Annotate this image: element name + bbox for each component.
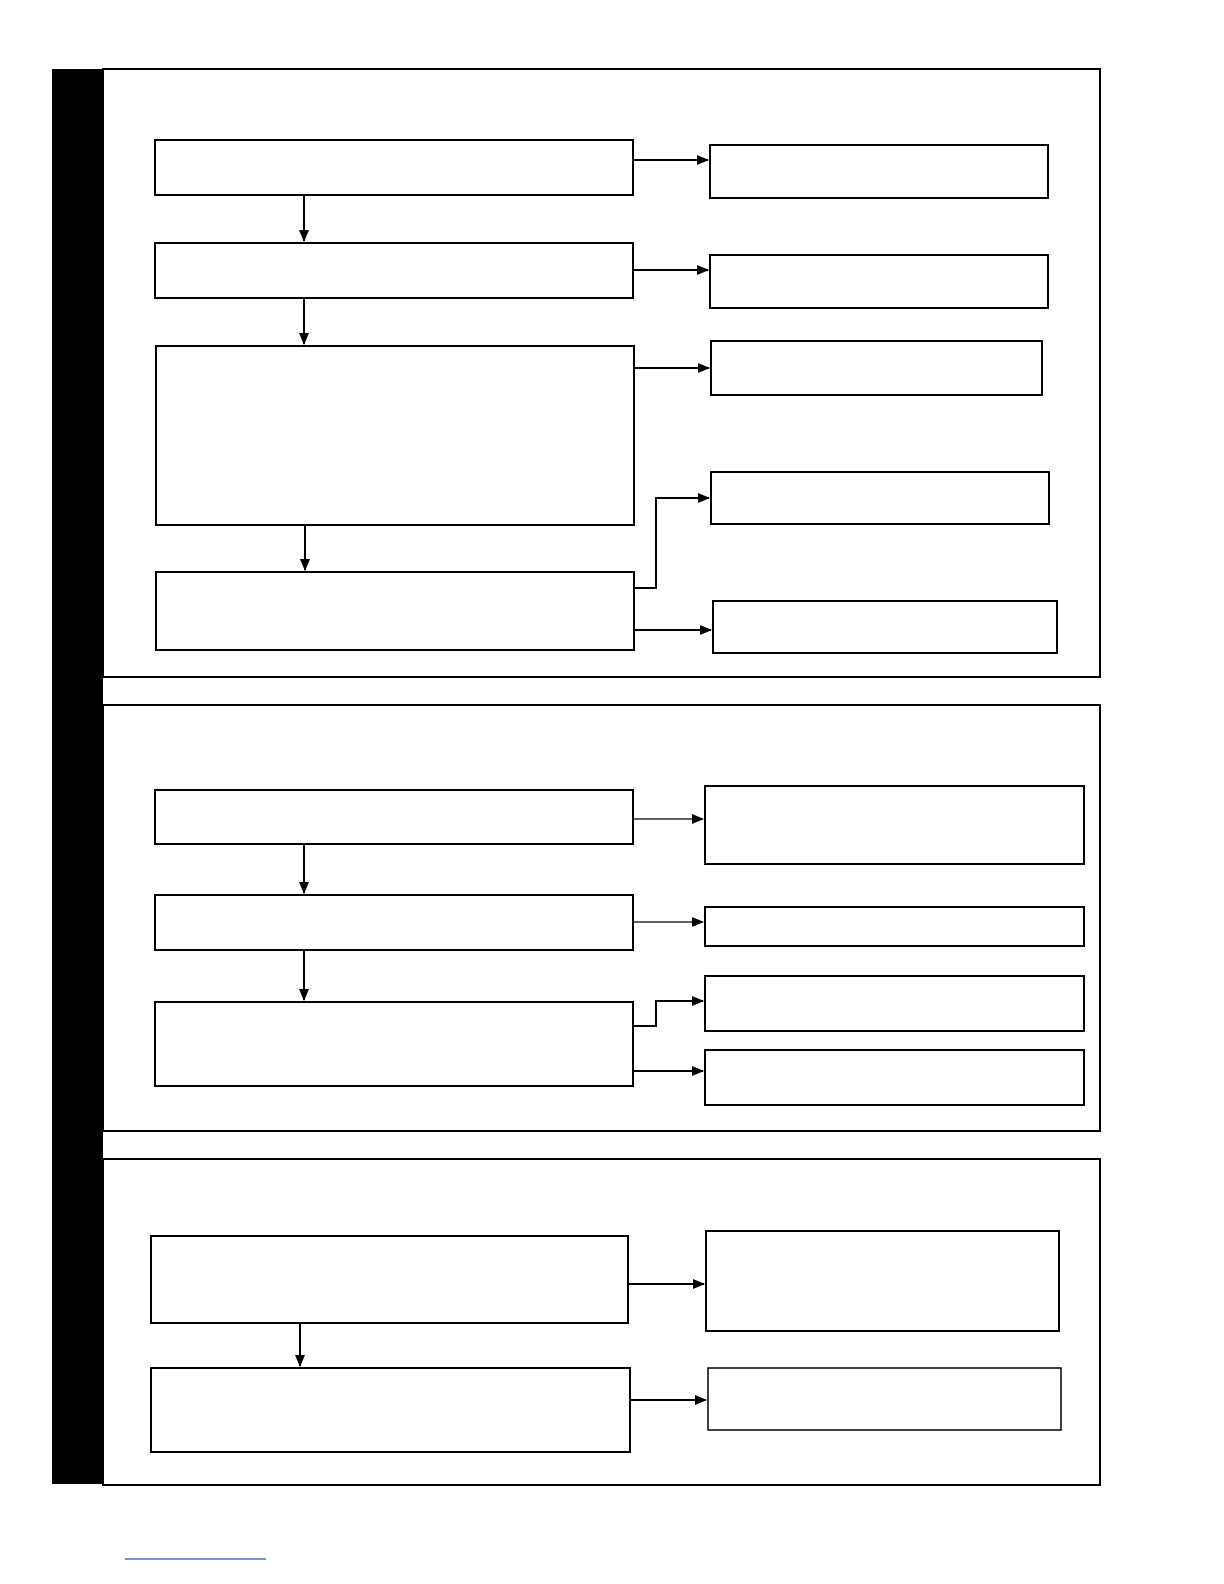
section-3-outcome-1 <box>706 1231 1059 1331</box>
section-2-outcome-3 <box>705 976 1084 1031</box>
section-1-outcome-2 <box>710 255 1048 308</box>
section-1-outcome-5 <box>713 601 1057 653</box>
section-1-panel <box>103 69 1100 677</box>
section-2-outcome-2 <box>705 907 1084 946</box>
side-bar <box>52 69 103 1484</box>
section-2-outcome-4 <box>705 1050 1084 1105</box>
section-1-step-4 <box>156 572 634 650</box>
section-1-outcome-1 <box>710 145 1048 198</box>
section-2-outcome-1 <box>705 786 1084 864</box>
section-3-step-2 <box>151 1368 630 1452</box>
section-3-panel <box>103 1159 1100 1485</box>
section-1-arrow-step-4-to-outcome-4 <box>634 498 709 588</box>
section-1-step-2 <box>155 243 633 298</box>
section-1-step-3 <box>156 346 634 525</box>
section-2-step-2 <box>155 895 633 950</box>
section-1-outcome-4 <box>711 472 1049 524</box>
section-3-step-1 <box>151 1236 628 1323</box>
section-2-arrow-step-3-to-outcome-3 <box>633 1001 703 1026</box>
section-2-step-3 <box>155 1002 633 1086</box>
section-2-panel <box>103 705 1100 1131</box>
section-3-outcome-2 <box>708 1368 1061 1430</box>
section-1-outcome-3 <box>711 341 1042 395</box>
section-1-step-1 <box>155 140 633 195</box>
section-2-step-1 <box>155 790 633 844</box>
